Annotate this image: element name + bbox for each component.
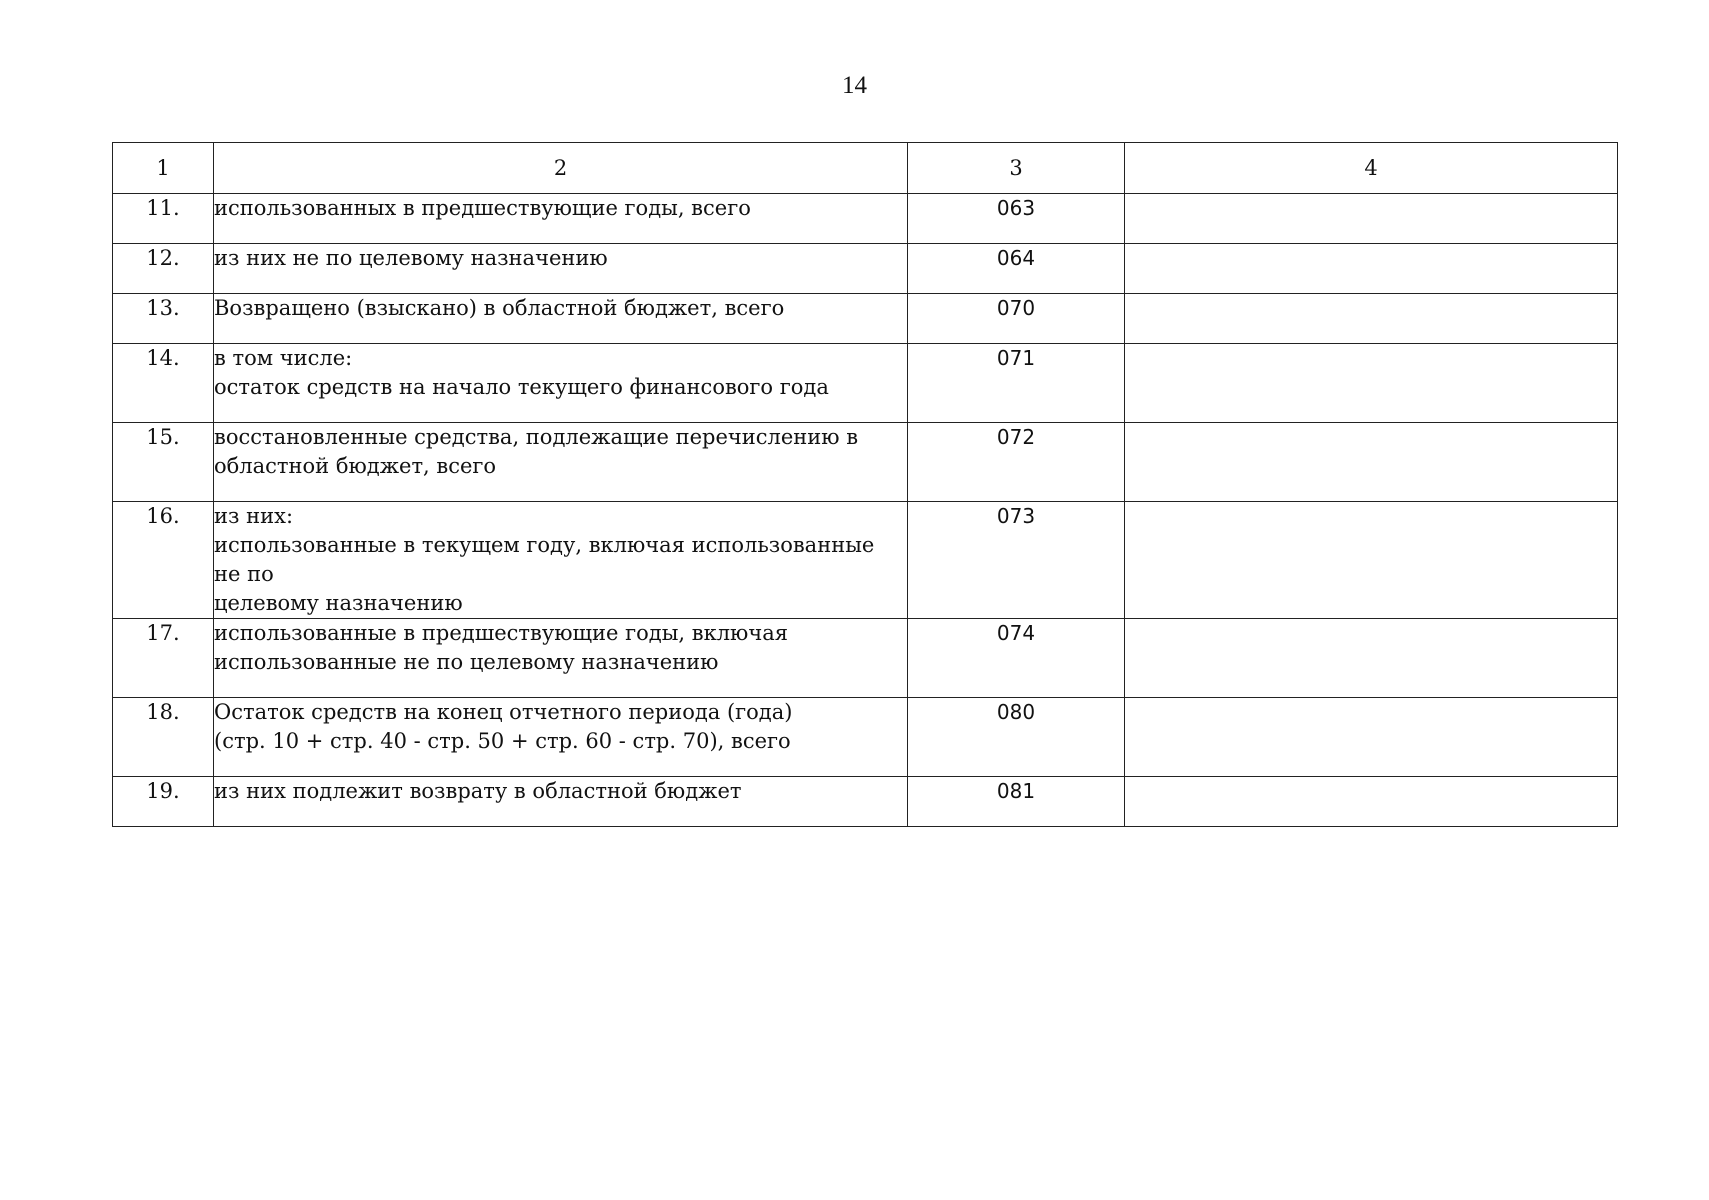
description-line: восстановленные средства, подлежащие перечислению в <box>214 425 859 449</box>
description-line: использованные не по целевому назначению <box>214 650 719 674</box>
row-number: 19. <box>113 777 214 827</box>
description-line: из них подлежит возврату в областной бюджет <box>214 779 742 803</box>
table-row <box>113 698 1618 777</box>
description-line: Остаток средств на конец отчетного периода (года) <box>214 700 793 724</box>
row-description <box>214 502 908 619</box>
row-description <box>214 777 908 827</box>
table-row <box>113 244 1618 294</box>
description-line: из них: <box>214 504 294 528</box>
row-number: 14. <box>113 344 214 423</box>
page-number: 14 <box>842 72 867 99</box>
table-row <box>113 423 1618 502</box>
column-header-4: 4 <box>1125 143 1618 194</box>
row-number: 13. <box>113 294 214 344</box>
description-line: использованные в предшествующие годы, включая <box>214 621 788 645</box>
row-description <box>214 423 908 502</box>
row-number: 18. <box>113 698 214 777</box>
row-code: 080 <box>908 698 1125 777</box>
row-description <box>214 194 908 244</box>
table-row <box>113 194 1618 244</box>
description-line: Возвращено (взыскано) в областной бюджет, всего <box>214 296 785 320</box>
row-value-cell[interactable] <box>1125 502 1618 619</box>
row-code: 070 <box>908 294 1125 344</box>
description-line: в том числе: <box>214 346 353 370</box>
row-code: 063 <box>908 194 1125 244</box>
row-description <box>214 619 908 698</box>
description-line: остаток средств на начало текущего финансового года <box>214 375 829 399</box>
row-description <box>214 344 908 423</box>
column-header-2: 2 <box>214 143 908 194</box>
row-number: 17. <box>113 619 214 698</box>
row-value-cell[interactable] <box>1125 698 1618 777</box>
description-line: (стр. 10 + стр. 40 - стр. 50 + стр. 60 - стр. 70), всего <box>214 729 791 753</box>
row-code: 074 <box>908 619 1125 698</box>
column-header-3: 3 <box>908 143 1125 194</box>
row-value-cell[interactable] <box>1125 777 1618 827</box>
row-description <box>214 244 908 294</box>
row-code: 081 <box>908 777 1125 827</box>
column-header-1: 1 <box>113 143 214 194</box>
row-description <box>214 294 908 344</box>
description-line: целевому назначению <box>214 591 463 615</box>
row-value-cell[interactable] <box>1125 619 1618 698</box>
row-value-cell[interactable] <box>1125 423 1618 502</box>
row-code: 064 <box>908 244 1125 294</box>
row-number: 12. <box>113 244 214 294</box>
table-header-row <box>113 143 1618 194</box>
row-number: 15. <box>113 423 214 502</box>
row-number: 16. <box>113 502 214 619</box>
description-line: использованные в текущем году, включая использованные не по <box>214 533 875 586</box>
table-row <box>113 294 1618 344</box>
row-description <box>214 698 908 777</box>
description-line: областной бюджет, всего <box>214 454 497 478</box>
row-value-cell[interactable] <box>1125 344 1618 423</box>
row-value-cell[interactable] <box>1125 194 1618 244</box>
row-value-cell[interactable] <box>1125 244 1618 294</box>
row-code: 071 <box>908 344 1125 423</box>
report-table <box>112 142 1618 827</box>
description-line: использованных в предшествующие годы, всего <box>214 196 751 220</box>
description-line: из них не по целевому назначению <box>214 246 608 270</box>
row-code: 073 <box>908 502 1125 619</box>
table-row <box>113 619 1618 698</box>
row-number: 11. <box>113 194 214 244</box>
row-code: 072 <box>908 423 1125 502</box>
table-row <box>113 502 1618 619</box>
row-value-cell[interactable] <box>1125 294 1618 344</box>
table-row <box>113 777 1618 827</box>
table-row <box>113 344 1618 423</box>
